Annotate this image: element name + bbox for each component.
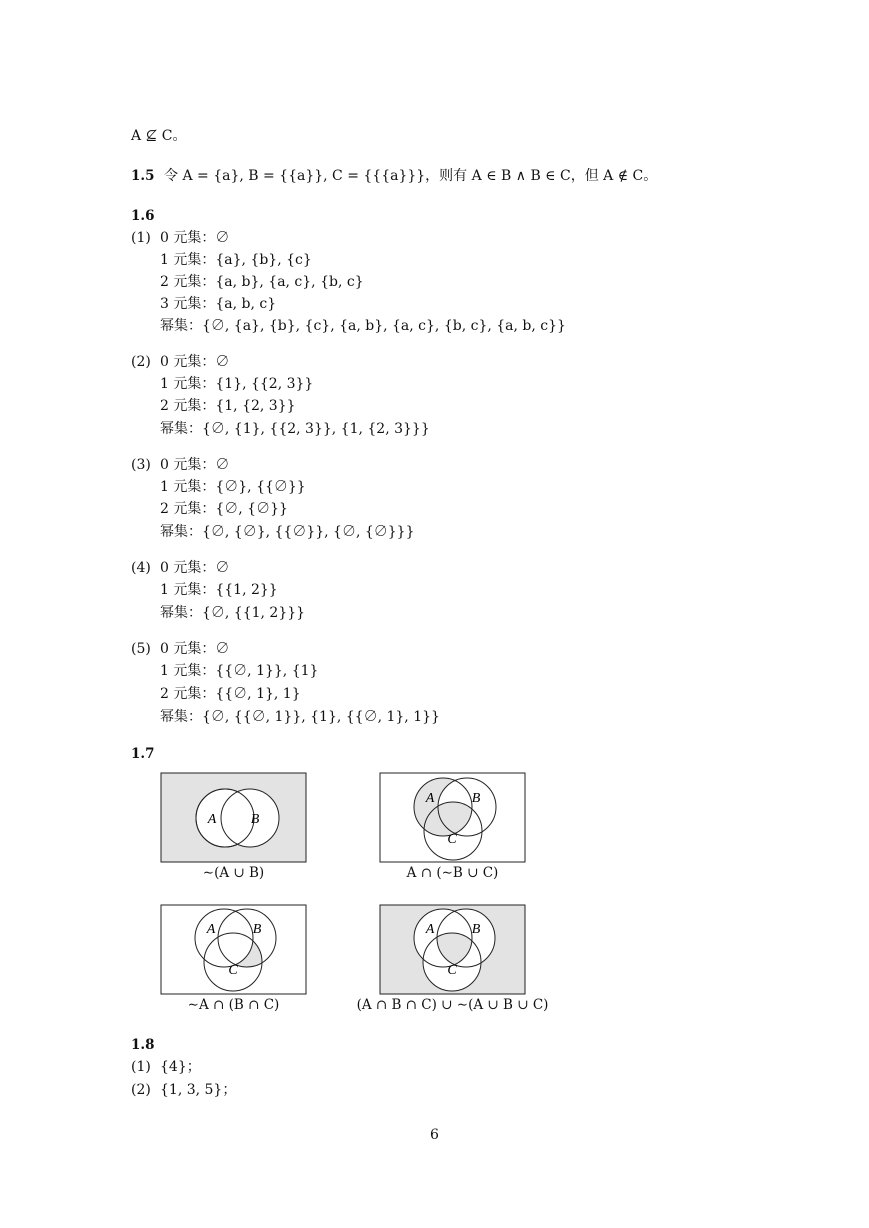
venn-3-label-b: B [252,922,262,937]
heading-1-6: 1.6 [131,208,155,224]
heading-1-7: 1.7 [131,746,155,762]
part-1-number: (1) [131,230,151,246]
part-2-powerset: 幂集：{∅, {1}, {{2, 3}}, {1, {2, 3}}} [160,421,430,437]
part-4-line: 0 元集：∅ [160,560,230,576]
venn-2-label-b: B [471,791,481,806]
part-5-line: 0 元集：∅ [160,641,230,657]
part-3-line: 2 元集：{∅, {∅}} [160,501,288,517]
heading-1-5: 1.5 [131,168,155,184]
continued-line: A ⊈ C。 [131,128,187,144]
venn-3-caption: ∼A ∩ (B ∩ C) [187,997,280,1013]
venn-3-label-a: A [206,922,216,937]
venn-1-label-b: B [250,812,260,827]
part-1-powerset: 幂集：{∅, {a}, {b}, {c}, {a, b}, {a, c}, {b, c}, {a, b, c}} [160,318,566,334]
part-5-line: 1 元集：{{∅, 1}}, {1} [160,663,319,679]
venn-3-label-c: C [228,963,238,978]
part-5-line: 2 元集：{{∅, 1}, 1} [160,686,301,702]
venn-2-caption: A ∩ (∼B ∪ C) [406,865,499,881]
part-1-line: 3 元集：{a, b, c} [160,296,277,312]
venn-1-label-a: A [207,812,217,827]
part-3-line: 1 元集：{∅}, {{∅}} [160,479,306,495]
page-number: 6 [430,1127,439,1143]
part-5-number: (5) [131,641,151,657]
part-3-line: 0 元集：∅ [160,457,230,473]
answer-2: {1, 3, 5}； [160,1082,237,1098]
part-3-number: (3) [131,457,151,473]
venn-diagram-2 [380,773,525,862]
part-3-powerset: 幂集：{∅, {∅}, {{∅}}, {∅, {∅}}} [160,524,415,540]
venn-4-label-a: A [425,922,435,937]
venn-1-caption: ∼(A ∪ B) [202,865,265,881]
venn-4-label-c: C [447,963,457,978]
venn-2-label-c: C [447,832,457,847]
exercise-1-5-text: 令 A = {a}, B = {{a}}, C = {{{a}}}，则有 A ∈ B ∧ B ∈ C，但 A ∉ C。 [164,168,658,184]
venn-4-caption: (A ∩ B ∩ C) ∪ ∼(A ∪ B ∪ C) [356,997,549,1013]
part-4-line: 1 元集：{{1, 2}} [160,582,278,598]
venn-4-label-b: B [471,922,481,937]
heading-1-8: 1.8 [131,1037,155,1053]
answer-1-number: (1) [131,1059,151,1075]
venn-diagram-4 [380,905,525,994]
part-2-line: 2 元集：{1, {2, 3}} [160,398,296,414]
answer-1: {4}； [160,1059,201,1075]
part-1-line: 0 元集：∅ [160,230,230,246]
venn-diagram-1 [161,773,306,862]
answer-2-number: (2) [131,1082,151,1098]
venn-2-label-a: A [425,791,435,806]
part-4-powerset: 幂集：{∅, {{1, 2}}} [160,605,306,621]
part-5-powerset: 幂集：{∅, {{∅, 1}}, {1}, {{∅, 1}, 1}} [160,709,440,725]
part-2-number: (2) [131,354,151,370]
part-1-line: 2 元集：{a, b}, {a, c}, {b, c} [160,274,364,290]
part-2-line: 1 元集：{1}, {{2, 3}} [160,376,314,392]
part-1-line: 1 元集：{a}, {b}, {c} [160,252,312,268]
part-4-number: (4) [131,560,151,576]
part-2-line: 0 元集：∅ [160,354,230,370]
venn-diagram-3 [161,905,306,994]
